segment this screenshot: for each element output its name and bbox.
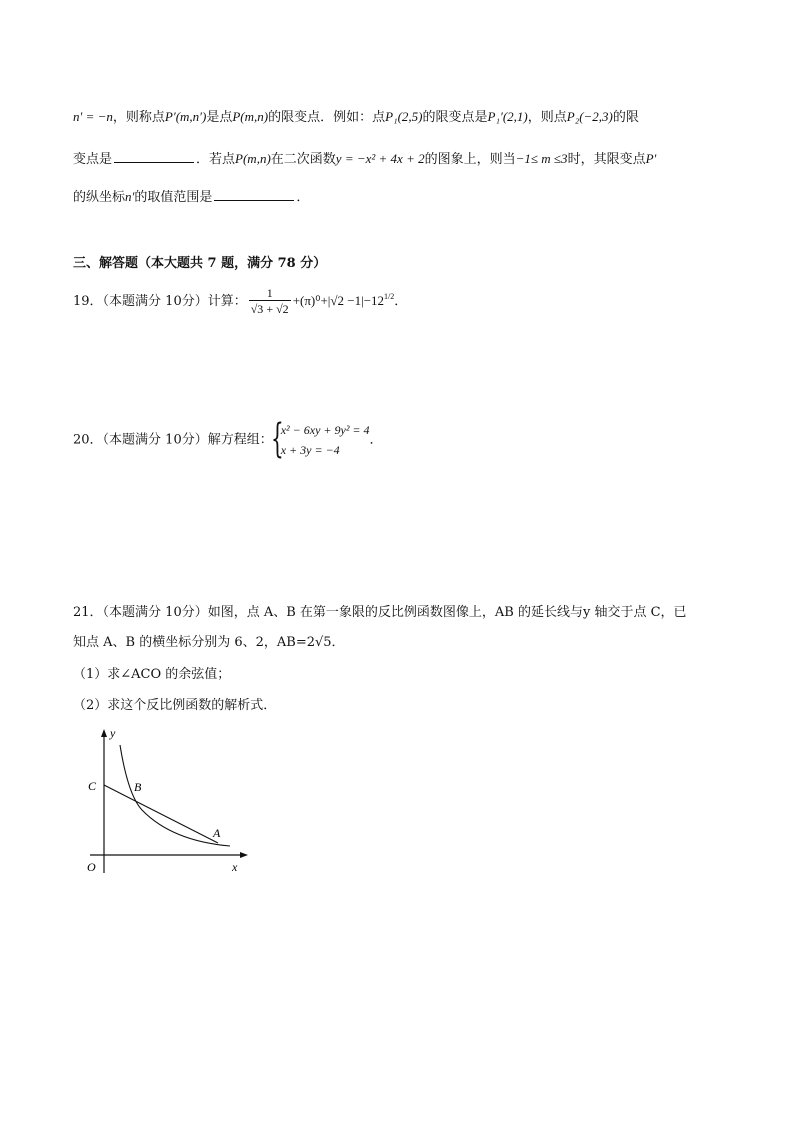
text: 的限变点．例如：点 [268,110,386,125]
exponent: 1/2 [384,292,395,301]
problem18-line3 [73,188,309,207]
equation-2: x + 3y = −4 [280,443,340,457]
point-p1: P₁(2,5) [385,109,423,124]
fraction-numerator: 1 [249,286,291,301]
point-p2: P₂(−2,3) [566,109,613,124]
problem18-line1 [73,108,639,127]
range-condition: −1≤ m ≤3 [515,151,568,166]
sqrt-3: √3 [250,302,264,316]
point-p-prime: P′ [645,151,657,166]
point-p1-prime: P₁′(2,1) [487,109,528,124]
text: ，则称点 [112,110,165,125]
point-p: P(m,n) [232,109,269,124]
text: ． [296,190,310,205]
point-p-prime: P′(m,n′) [164,109,207,124]
text: 变点是 [73,152,113,167]
answer-blank[interactable] [114,150,194,163]
problem19-prefix: 19．（本题满分 10分）计算： [73,294,247,309]
label-a: A [213,826,221,840]
inverse-function-graph [80,725,260,875]
sqrt-2: √2 [276,302,289,316]
text: 是点 [206,110,233,125]
y-axis-arrow-icon [101,729,107,737]
text: ，则点 [527,110,567,125]
label-c: C [88,779,97,793]
problem19 [73,280,407,319]
x-axis-arrow-icon [240,852,248,858]
equation-1: x² − 6xy + 9y² = 4 [280,423,370,437]
point-p: P(m,n) [235,151,271,166]
text: ． [369,432,383,448]
text: 的限 [612,110,639,125]
text: 的图象上，则当 [424,152,516,167]
problem20 [73,416,383,462]
text: 的纵坐标 [73,190,126,205]
formula-n-prime: n′ = −n [73,109,113,124]
label-x: x [232,860,238,874]
label-o: O [87,860,96,874]
equation-system [270,416,370,462]
brace-icon: { [270,416,284,462]
label-y: y [110,726,116,740]
fraction [249,286,291,317]
expression-rest: +(π)⁰+|√2 −1|−12 [292,293,385,308]
problem20-prefix: 20．（本题满分 10分）解方程组： [73,432,273,448]
label-b: B [134,780,142,794]
text: ．若点 [196,152,236,167]
plus: + [263,302,277,316]
problem21-line2: 知点 A、B 的横坐标分别为 6、2，AB=2√5． [73,635,345,650]
n-prime: n′ [125,189,135,204]
line-ca [104,785,218,843]
text: 时，其限变点 [567,152,646,167]
text: 的取值范围是 [134,190,213,205]
problem21-line1: 21．（本题满分 10分）如图，点 A、B 在第一象限的反比例函数图像上，AB 的延长线与y 轴交于点 C，已 [73,605,687,620]
text: ． [394,294,408,309]
fraction-denominator [249,301,291,317]
answer-blank[interactable] [214,188,294,201]
problem18-line2 [73,150,656,169]
text: 在二次函数 [270,152,336,167]
problem21-part1: （1）求∠ACO 的余弦值； [73,667,231,682]
problem21-part2: （2）求这个反比例函数的解析式． [73,698,277,713]
quadratic-function: y = −x² + 4x + 2 [335,151,425,166]
section-title: 三、解答题（本大题共 7 题，满分 78 分） [73,256,327,271]
text: 的限变点是 [422,110,488,125]
